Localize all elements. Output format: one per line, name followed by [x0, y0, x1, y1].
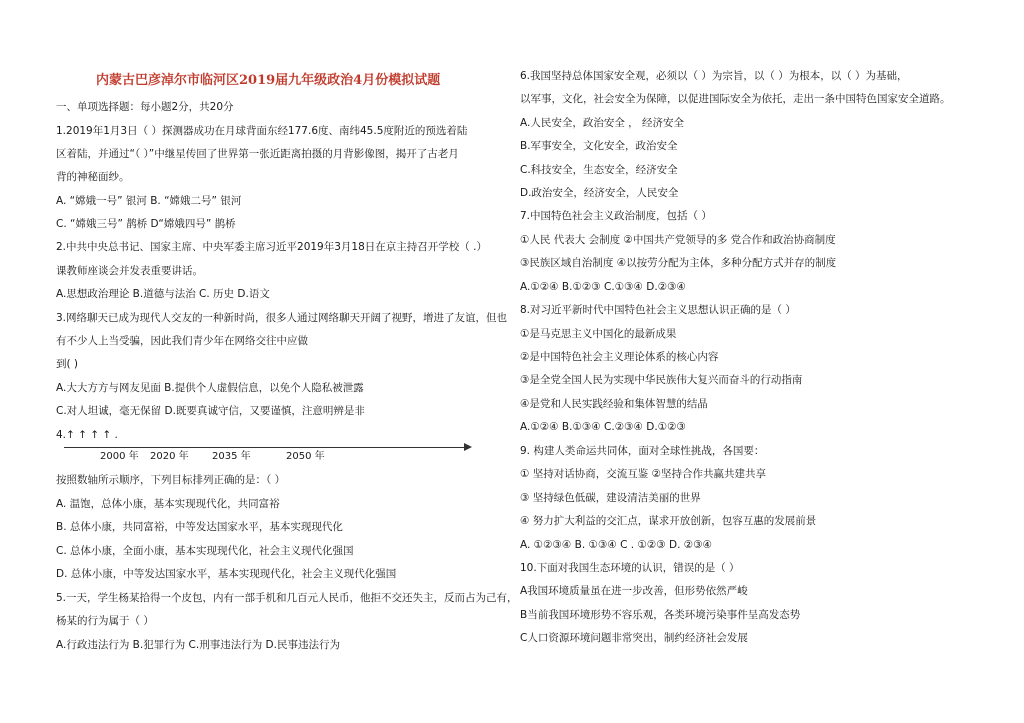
question-text-line: 2.中共中央总书记、国家主席、中央军委主席习近平2019年3月18日在京主持召开学校（ .） — [56, 241, 487, 253]
question-text-line: 6.我国坚持总体国家安全观，必须以（ ）为宗旨，以（ ）为根本，以（ ）为基础， — [520, 70, 908, 82]
question-text-line: A. 温饱，总体小康，基本实现现代化，共同富裕 — [56, 498, 280, 510]
question-text-line: 背的神秘面纱。 — [56, 171, 130, 183]
question-text-line: 5.一天，学生杨某拾得一个皮包，内有一部手机和几百元人民币，他拒不交还失主，反而占为己有， — [56, 592, 518, 604]
question-text-line: A我国环境质量虽在进一步改善，但形势依然严峻 — [520, 585, 748, 597]
right-question-lines — [520, 0, 980, 723]
question-text-line: B. 总体小康，共同富裕，中等发达国家水平，基本实现现代化 — [56, 521, 343, 533]
question-text-line: 杨某的行为属于（ ） — [56, 615, 154, 627]
question-text-line: B当前我国环境形势不容乐观，各类环境污染事件呈高发态势 — [520, 609, 801, 621]
question-text-line: 区着陆，并通过“（ ）”中继星传回了世界第一张近距离拍摄的月背影像图，揭开了古老月 — [56, 148, 459, 160]
question-text-line: D.政治安全，经济安全，人民安全 — [520, 187, 679, 199]
question-text-line: ③ 坚持绿色低碳，建设清洁美丽的世界 — [520, 492, 701, 504]
question-text-line: 以军事，文化，社会安全为保障，以促进国际安全为依托，走出一条中国特色国家安全道路。 — [520, 93, 951, 105]
question-text-line: A.①②④ B.①③④ C.②③④ D.①②③ — [520, 421, 686, 433]
question-text-line: B.军事安全，文化安全，政治安全 — [520, 140, 678, 152]
question-text-line: ④ 努力扩大利益的交汇点，谋求开放创新，包容互惠的发展前景 — [520, 515, 817, 527]
question-text-line: ① 坚持对话协商，交流互鉴 ②坚持合作共赢共建共享 — [520, 468, 767, 480]
question-text-line: A. ①②③④ B. ①③④ C . ①②③ D. ②③④ — [520, 539, 713, 551]
question-text-line: A.思想政治理论 B.道德与法治 C. 历史 D.语文 — [56, 288, 270, 300]
question-text-line: 10.下面对我国生态环境的认识，错误的是（ ） — [520, 562, 740, 574]
question-text-line: ④是党和人民实践经验和集体智慧的结晶 — [520, 398, 708, 410]
question-text-line: A.①②④ B.①②③ C.①③④ D.②③④ — [520, 281, 686, 293]
question-text-line: 1.2019年1月3日（ ）探测器成功在月球背面东经177.6度、南纬45.5度附近的预选着陆 — [56, 125, 468, 137]
timeline-year: 2000 年 — [100, 451, 139, 462]
timeline-year: 2020 年 — [150, 451, 189, 462]
left-question-lines — [56, 0, 518, 723]
question-text-line: 9. 构建人类命运共同体，面对全球性挑战，各国要： — [520, 445, 765, 457]
question-text-line: 有不少人上当受骗，因此我们青少年在网络交往中应做 — [56, 335, 308, 347]
question-text-line: 一、单项选择题：每小题2分，共20分 — [56, 101, 234, 113]
question-text-line: 4.↑ ↑ ↑ ↑ . — [56, 429, 118, 441]
question-text-line: 到( ) — [56, 358, 79, 370]
question-text-line: 7.中国特色社会主义政治制度，包括（ ） — [520, 210, 712, 222]
question-text-line: 8.对习近平新时代中国特色社会主义思想认识正确的是（ ） — [520, 304, 796, 316]
timeline-line — [64, 447, 468, 448]
timeline-year: 2050 年 — [286, 451, 325, 462]
page-title: 内蒙古巴彦淖尔市临河区2019届九年级政治4月份模拟试题 — [96, 73, 441, 88]
question-text-line: ③民族区域自治制度 ④以按劳分配为主体，多种分配方式并存的制度 — [520, 257, 837, 269]
question-text-line: C. 总体小康，全面小康，基本实现现代化，社会主义现代化强国 — [56, 545, 354, 557]
question-text-line: D. 总体小康，中等发达国家水平，基本实现现代化，社会主义现代化强国 — [56, 568, 397, 580]
question-text-line: 3.网络聊天已成为现代人交友的一种新时尚，很多人通过网络聊天开阔了视野，增进了友谊，但也 — [56, 312, 508, 324]
question-text-line: C人口资源环境问题非常突出，制约经济社会发展 — [520, 632, 748, 644]
question-text-line: A.行政违法行为 B.犯罪行为 C.刑事违法行为 D.民事违法行为 — [56, 639, 340, 651]
timeline-year: 2035 年 — [212, 451, 251, 462]
question-text-line: A.大大方方与网友见面 B.提供个人虚假信息，以免个人隐私被泄露 — [56, 382, 364, 394]
question-text-line: A.人民安全，政治安全 ， 经济安全 — [520, 117, 685, 129]
question-text-line: 按照数轴所示顺序，下列目标排列正确的是：（ ） — [56, 474, 286, 486]
question-text-line: ③是全党全国人民为实现中华民族伟大复兴而奋斗的行动指南 — [520, 374, 803, 386]
question-text-line: ②是中国特色社会主义理论体系的核心内容 — [520, 351, 719, 363]
question-text-line: C. “嫦娥三号” 鹊桥 D“嫦娥四号” 鹊桥 — [56, 218, 236, 230]
question-text-line: 课教师座谈会并发表重要讲话。 — [56, 265, 203, 277]
question-text-line: ①是马克思主义中国化的最新成果 — [520, 328, 677, 340]
question-text-line: A. “嫦娥一号” 银河 B. “嫦娥二号” 银河 — [56, 195, 242, 207]
question-text-line: ①人民 代表大 会制度 ②中国共产党领导的多 党合作和政治协商制度 — [520, 234, 836, 246]
question-text-line: C.对人坦诚，毫无保留 D.既要真诚守信，又要谨慎，注意明辨是非 — [56, 405, 365, 417]
timeline-arrowhead — [464, 443, 472, 451]
question-text-line: C.科技安全，生态安全，经济安全 — [520, 164, 678, 176]
